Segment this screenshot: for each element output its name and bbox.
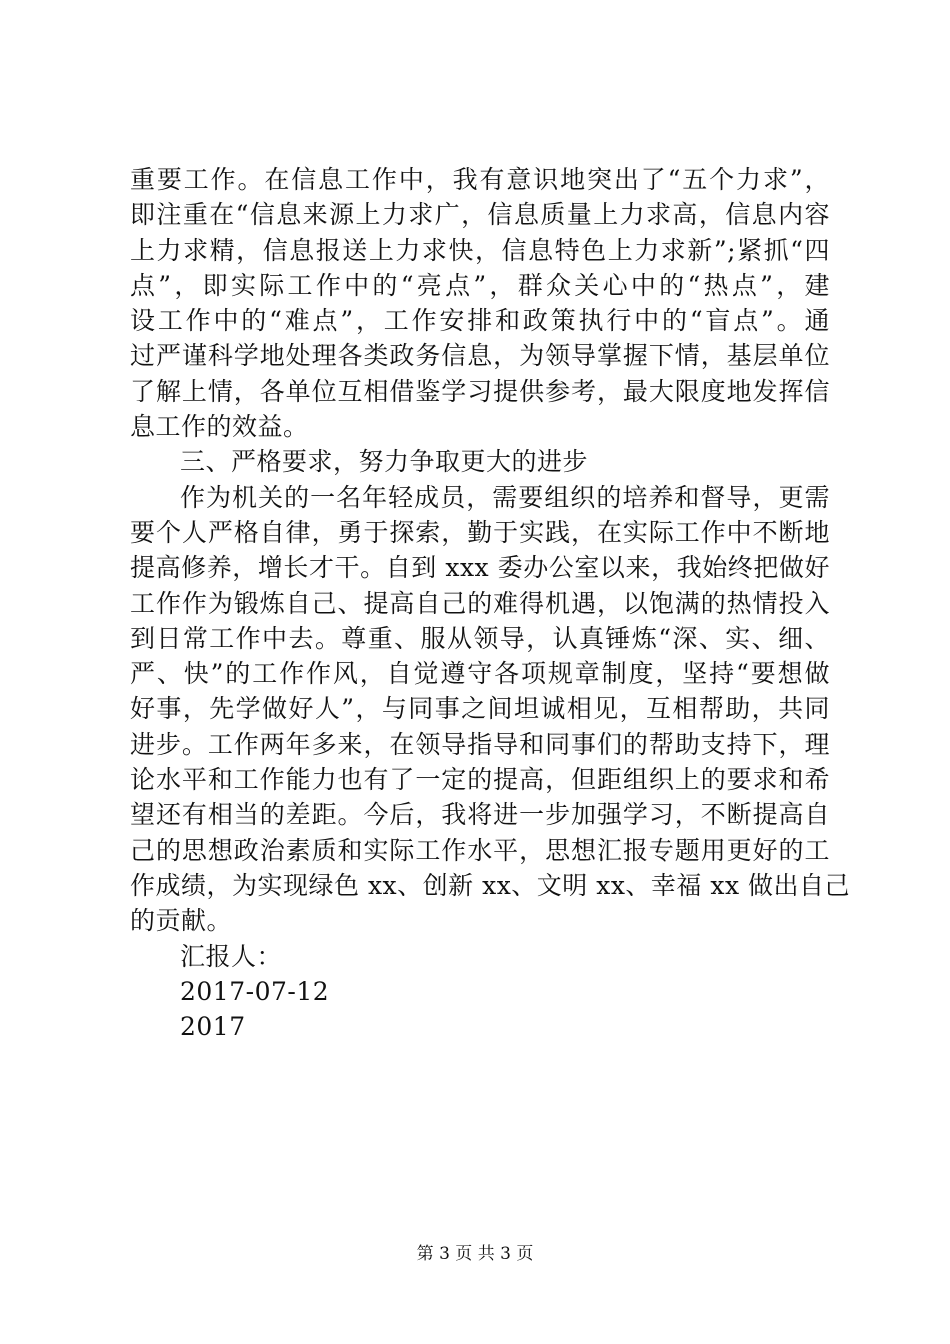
- paragraph-2-line: 进步。工作两年多来，在领导指导和同事们的帮助支持下，理: [130, 729, 830, 759]
- paragraph-2-line: 工作作为锻炼自己、提高自己的难得机遇，以饱满的热情投入: [130, 588, 830, 618]
- paragraph-2-line: 论水平和工作能力也有了一定的提高，但距组织上的要求和希: [130, 765, 830, 795]
- paragraph-2-line: 的贡献。: [130, 906, 233, 936]
- reporter-label: 汇报人：: [180, 941, 283, 971]
- paragraph-1-line: 重要工作。在信息工作中，我有意识地突出了“五个力求”，: [130, 165, 830, 194]
- section-heading: 三、严格要求，努力争取更大的进步: [180, 447, 589, 477]
- paragraph-1-line: 即注重在“信息来源上力求广，信息质量上力求高，信息内容: [130, 200, 830, 230]
- paragraph-1-line: 过严谨科学地处理各类政务信息，为领导掌握下情，基层单位: [130, 341, 830, 371]
- document-body: [130, 162, 851, 1044]
- page-footer: 第 3 页 共 3 页: [416, 1244, 534, 1264]
- paragraph-2-line: 作为机关的一名年轻成员，需要组织的培养和督导，更需: [180, 482, 830, 512]
- paragraph-1-line: 了解上情，各单位互相借鉴学习提供参考，最大限度地发挥信: [130, 376, 830, 406]
- paragraph-1-line: 上力求精，信息报送上力求快，信息特色上力求新”;紧抓“四: [130, 235, 830, 265]
- paragraph-2-line: 好事，先学做好人”，与同事之间坦诚相见，互相帮助，共同: [130, 694, 830, 724]
- paragraph-2-line: 望还有相当的差距。今后，我将进一步加强学习，不断提高自: [130, 800, 830, 830]
- paragraph-2-line: 要个人严格自律，勇于探索，勤于实践，在实际工作中不断地: [130, 517, 830, 547]
- paragraph-2-line: 己的思想政治素质和实际工作水平，思想汇报专题用更好的工: [130, 835, 830, 865]
- paragraph-1-line: 设工作中的“难点”，工作安排和政策执行中的“盲点”。通: [130, 306, 830, 336]
- paragraph-2-line: 严、快”的工作作风，自觉遵守各项规章制度，坚持“要想做: [130, 659, 830, 689]
- report-date: 2017-07-12: [180, 976, 330, 1006]
- paragraph-2-line: 提高修养，增长才干。自到 xxx 委办公室以来，我始终把做好: [130, 553, 830, 583]
- paragraph-1-line: 息工作的效益。: [130, 412, 309, 442]
- report-year: 2017: [180, 1012, 246, 1042]
- paragraph-1-line: 点”，即实际工作中的“亮点”，群众关心中的“热点”，建: [130, 270, 830, 300]
- paragraph-2-line: 到日常工作中去。尊重、服从领导，认真锤炼“深、实、细、: [130, 623, 830, 653]
- paragraph-2-line: 作成绩，为实现绿色 xx、创新 xx、文明 xx、幸福 xx 做出自己: [130, 870, 851, 900]
